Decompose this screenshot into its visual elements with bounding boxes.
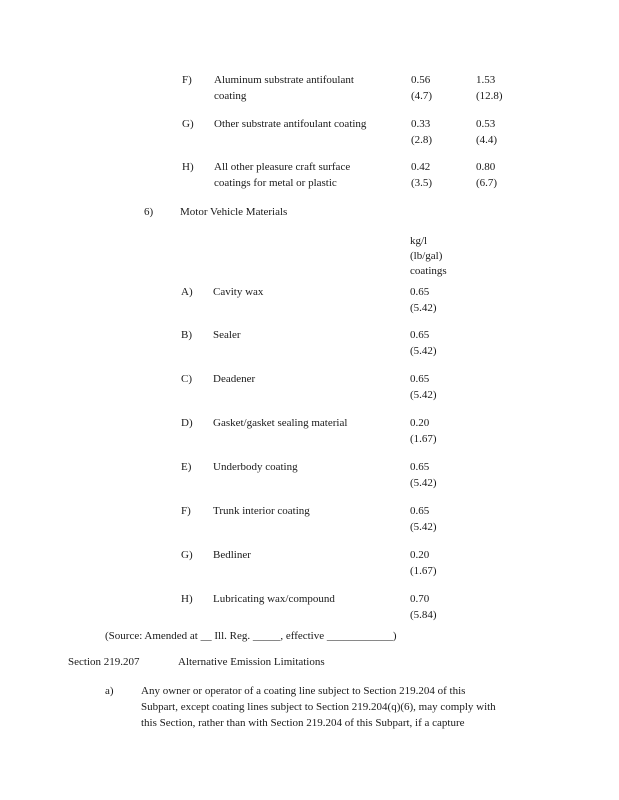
row-limit: 0.65 (5.42) <box>410 461 437 489</box>
row-letter: C) <box>181 373 192 385</box>
row-description: Other substrate antifoulant coating <box>214 118 367 130</box>
section-title: Alternative Emission Limitations <box>178 656 325 668</box>
row-letter: F) <box>182 74 192 86</box>
paragraph-label: a) <box>105 685 114 697</box>
section-number: Section 219.207 <box>68 656 140 668</box>
row-description: All other pleasure craft surface coatings for metal or plastic <box>214 161 351 189</box>
row-letter: E) <box>181 461 192 473</box>
row-description: Underbody coating <box>213 461 298 473</box>
row-letter: F) <box>181 505 191 517</box>
row-letter: G) <box>182 118 194 130</box>
row-limit: 0.65 (5.42) <box>410 373 437 401</box>
subsection-title: Motor Vehicle Materials <box>180 206 288 218</box>
row-limit-2: 0.80 (6.7) <box>476 161 498 189</box>
row-limit: 0.65 (5.42) <box>410 505 437 533</box>
row-description: Bedliner <box>213 549 251 561</box>
unit-header: kg/l (lb/gal) coatings <box>410 235 447 277</box>
row-limit-2: 0.53 (4.4) <box>476 118 498 146</box>
row-letter: G) <box>181 549 193 561</box>
subsection-number: 6) <box>144 206 154 218</box>
row-limit: 0.65 (5.42) <box>410 286 437 314</box>
row-limit: 0.70 (5.84) <box>410 593 437 621</box>
row-limit-1: 0.42 (3.5) <box>411 161 433 189</box>
row-letter: H) <box>181 593 193 605</box>
row-letter: A) <box>181 286 193 298</box>
row-letter: H) <box>182 161 194 173</box>
row-limit: 0.20 (1.67) <box>410 549 437 577</box>
row-description: Deadener <box>213 373 256 385</box>
row-letter: D) <box>181 417 193 429</box>
row-limit-2: 1.53 (12.8) <box>476 74 503 102</box>
source-note: (Source: Amended at __ Ill. Reg. _____, effective ____________) <box>105 630 397 642</box>
row-description: Cavity wax <box>213 286 264 298</box>
row-limit: 0.65 (5.42) <box>410 329 437 357</box>
row-description: Gasket/gasket sealing material <box>213 417 348 429</box>
paragraph-text: Any owner or operator of a coating line subject to Section 219.204 of this Subpart, except coating lines subject to Section 219.204(q)(6), may comply with this Section, rather than with Section 219.204 of this Subpart, if a capture <box>141 685 496 729</box>
row-limit-1: 0.56 (4.7) <box>411 74 433 102</box>
row-description: Trunk interior coating <box>213 505 310 517</box>
row-letter: B) <box>181 329 192 341</box>
row-description: Sealer <box>213 329 241 341</box>
row-limit-1: 0.33 (2.8) <box>411 118 433 146</box>
row-description: Lubricating wax/compound <box>213 593 335 605</box>
row-description: Aluminum substrate antifoulant coating <box>214 74 354 102</box>
row-limit: 0.20 (1.67) <box>410 417 437 445</box>
